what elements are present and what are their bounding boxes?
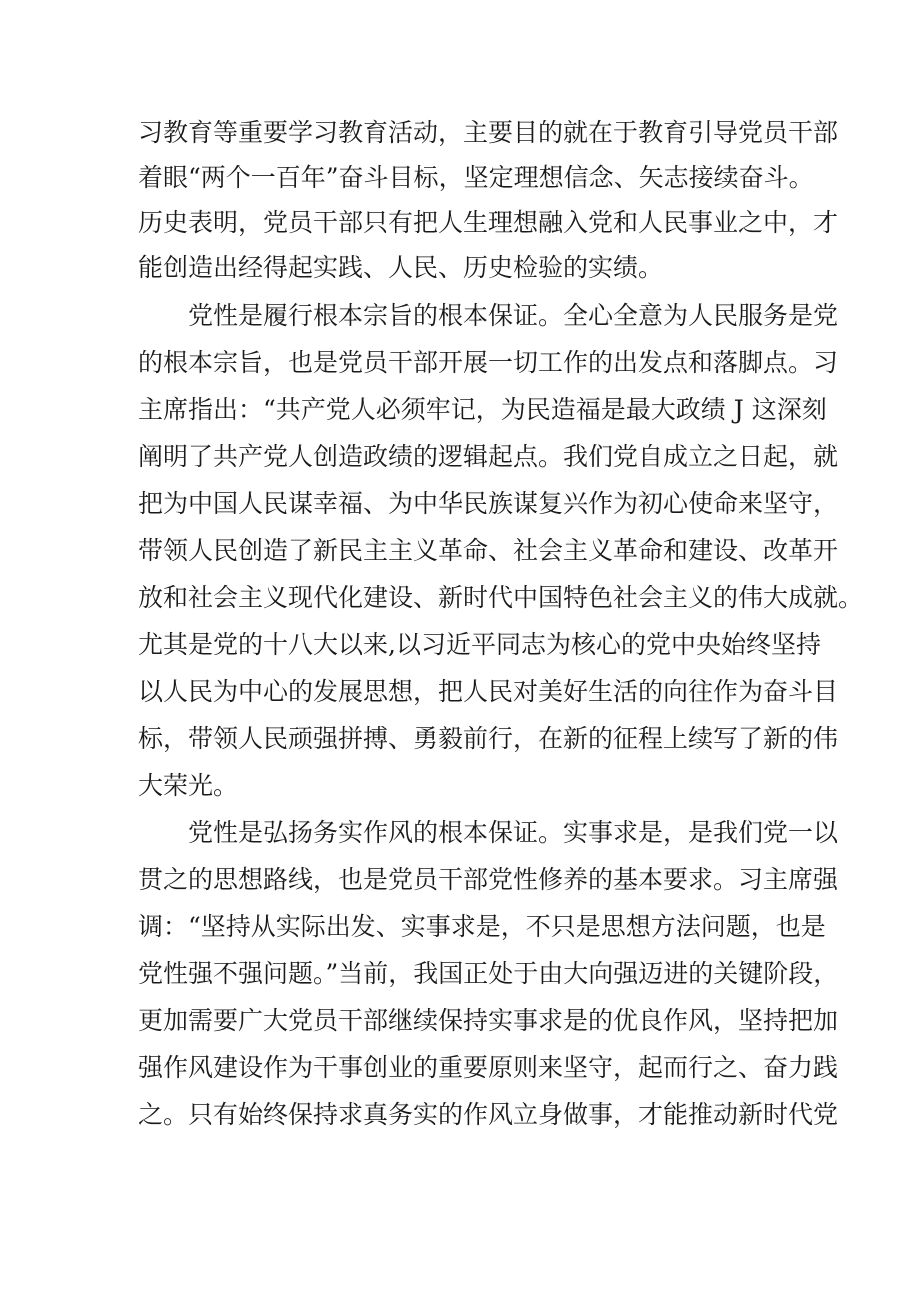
paragraph-first-line: 党性是弘扬务实作风的根本保证。实事求是，是我们党一以	[188, 818, 839, 847]
text-line: 以人民为中心的发展思想，把人民对美好生活的向往作为奋斗目	[138, 677, 839, 706]
text-line: 党性强不强问题。”当前，我国正处于由大向强迈进的关键阶段，	[138, 959, 839, 988]
text-line: 着眼“两个一百年”奋斗目标，坚定理想信念、矢志接续奋斗。	[138, 163, 814, 192]
paragraph-first-line: 党性是履行根本宗旨的根本保证。全心全意为人民服务是党	[188, 301, 839, 330]
text-line: 能创造出经得起实践、人民、历史检验的实绩。	[138, 253, 664, 282]
text-line: 历史表明，党员干部只有把人生理想融入党和人民事业之中，才	[138, 208, 839, 237]
text-line: 习教育等重要学习教育活动，主要目的就在于教育引导党员干部	[138, 118, 839, 147]
text-line: 带领人民创造了新民主主义革命、社会主义革命和建设、改革开	[138, 536, 839, 565]
text-line: 标，带领人民顽强拼搏、勇毅前行，在新的征程上续写了新的伟	[138, 724, 839, 753]
text-line: 调：“坚持从实际出发、实事求是，不只是思想方法问题，也是	[138, 912, 826, 941]
text-line: 阐明了共产党人创造政绩的逻辑起点。我们党自成立之日起，就	[138, 442, 839, 471]
text-line: 把为中国人民谋幸福、为中华民族谋复兴作为初心使命来坚守，	[138, 489, 839, 518]
text-line: 贯之的思想路线，也是党员干部党性修养的基本要求。习主席强	[138, 865, 839, 894]
text-line: 放和社会主义现代化建设、新时代中国特色社会主义的伟大成就。	[138, 583, 864, 612]
text-line: 强作风建设作为干事创业的重要原则来坚守，起而行之、奋力践	[138, 1053, 839, 1082]
text-line: 主席指出：“共产党人必须牢记，为民造福是最大政绩 J 这深刻	[138, 395, 827, 424]
text-line: 之。只有始终保持求真务实的作风立身做事，才能推动新时代党	[138, 1100, 839, 1129]
text-line: 更加需要广大党员干部继续保持实事求是的优良作风，坚持把加	[138, 1006, 839, 1035]
text-line: 的根本宗旨，也是党员干部开展一切工作的出发点和落脚点。习	[138, 348, 839, 377]
text-line: 大荣光。	[138, 771, 239, 800]
text-line: 尤其是党的十八大以来,以习近平同志为核心的党中央始终坚持	[138, 630, 821, 659]
